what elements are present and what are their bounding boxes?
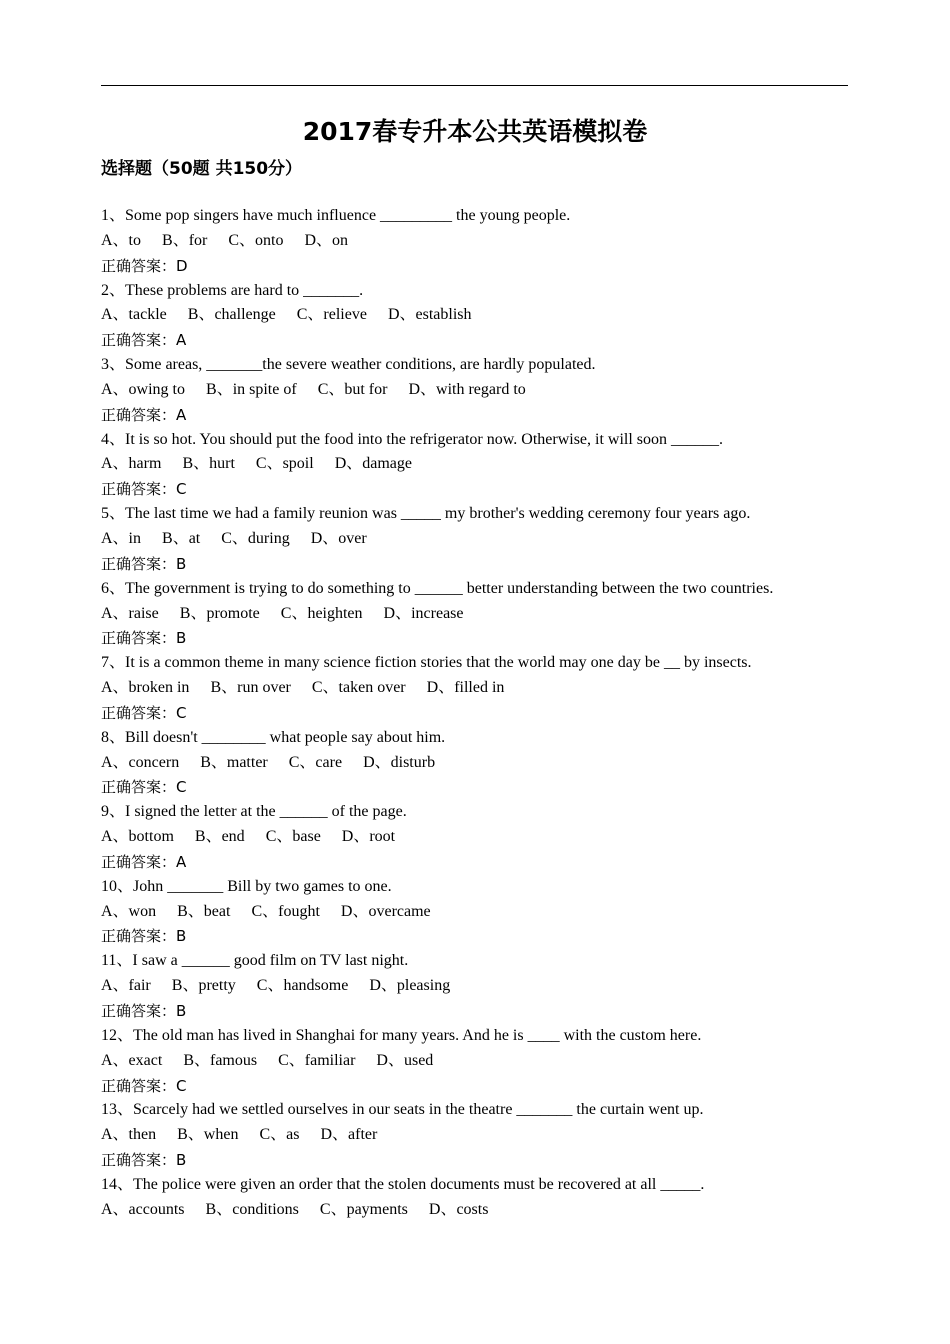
correct-answer: 正确答案：A — [101, 331, 187, 350]
question-options — [101, 452, 861, 477]
option-c: C、relieve — [296, 306, 367, 324]
option-d: D、increase — [383, 604, 464, 622]
option-a: A、concern — [101, 753, 180, 771]
option-d: D、over — [310, 529, 367, 547]
question-stem: 1、Some pop singers have much influence _________ the young people. — [101, 207, 571, 224]
question-stem: 4、It is so hot. You should put the food into the refrigerator now. Otherwise, it will soon ______. — [101, 430, 724, 448]
option-b: B、end — [194, 828, 245, 846]
correct-answer: 正确答案：B — [101, 629, 187, 648]
option-d: D、overcame — [340, 902, 431, 920]
correct-answer: 正确答案：C — [101, 1076, 187, 1095]
question-options — [101, 378, 861, 403]
question-options — [101, 1198, 861, 1223]
question-stem: 11、I saw a ______ good film on TV last night. — [101, 952, 409, 970]
option-a: A、tackle — [101, 306, 167, 324]
question-options — [101, 676, 861, 701]
option-b: B、promote — [179, 604, 260, 622]
option-d: D、establish — [387, 306, 472, 324]
option-b: B、hurt — [182, 455, 235, 473]
question-options — [101, 1123, 861, 1148]
question-options — [101, 751, 861, 776]
option-c: C、familiar — [278, 1051, 356, 1069]
header-rule — [101, 85, 848, 86]
question-stem: 8、Bill doesn't ________ what people say about him. — [101, 728, 446, 746]
option-d: D、disturb — [363, 753, 436, 771]
correct-answer: 正确答案：B — [101, 927, 187, 946]
question-options — [101, 900, 861, 925]
option-c: C、care — [288, 753, 343, 771]
correct-answer: 正确答案：C — [101, 480, 187, 499]
option-c: C、onto — [228, 231, 284, 249]
option-c: C、but for — [317, 380, 388, 398]
option-c: C、taken over — [311, 679, 406, 697]
option-b: B、famous — [183, 1051, 258, 1069]
option-c: C、spoil — [255, 455, 314, 473]
correct-answer: 正确答案：A — [101, 852, 187, 871]
option-b: B、challenge — [187, 306, 276, 324]
question-options — [101, 974, 861, 999]
question-stem: 12、The old man has lived in Shanghai for many years. And he is ____ with the custom here. — [101, 1026, 702, 1044]
option-b: B、beat — [177, 902, 231, 920]
option-d: D、damage — [334, 455, 412, 473]
option-c: C、during — [221, 529, 290, 547]
question-options — [101, 303, 861, 328]
option-b: B、when — [177, 1126, 239, 1144]
question-stem: 14、The police were given an order that the stolen documents must be recovered at all _____. — [101, 1175, 705, 1193]
option-a: A、exact — [101, 1051, 163, 1069]
question-stem: 3、Some areas, _______the severe weather conditions, are hardly populated. — [101, 356, 596, 374]
option-a: A、harm — [101, 455, 162, 473]
option-b: B、matter — [200, 753, 268, 771]
option-a: A、broken in — [101, 679, 190, 697]
option-a: A、owing to — [101, 380, 186, 398]
option-d: D、used — [376, 1051, 434, 1069]
option-d: D、costs — [428, 1200, 489, 1218]
option-a: A、then — [101, 1126, 157, 1144]
correct-answer: 正确答案：A — [101, 405, 187, 424]
page-title: 2017春专升本公共英语模拟卷 — [302, 117, 648, 146]
question-stem: 7、It is a common theme in many science fiction stories that the world may one day be __ by insects. — [101, 654, 752, 672]
option-b: B、in spite of — [206, 380, 297, 398]
option-d: D、on — [304, 231, 349, 249]
question-stem: 5、The last time we had a family reunion was _____ my brother's wedding ceremony four years ago. — [101, 505, 751, 523]
option-b: B、conditions — [205, 1200, 299, 1218]
correct-answer: 正确答案：B — [101, 1151, 187, 1170]
option-c: C、as — [259, 1126, 300, 1144]
correct-answer: 正确答案：C — [101, 778, 187, 797]
option-b: B、pretty — [171, 977, 236, 995]
question-options — [101, 602, 861, 627]
option-b: B、for — [162, 231, 208, 249]
option-c: C、heighten — [280, 604, 363, 622]
option-a: A、bottom — [101, 828, 174, 846]
correct-answer: 正确答案：B — [101, 554, 187, 573]
option-d: D、filled in — [426, 679, 505, 697]
option-c: C、payments — [319, 1200, 408, 1218]
question-options — [101, 825, 861, 850]
option-a: A、accounts — [101, 1200, 185, 1218]
option-b: B、run over — [210, 679, 291, 697]
option-d: D、root — [341, 828, 396, 846]
option-d: D、with regard to — [408, 380, 526, 398]
option-a: A、to — [101, 231, 142, 249]
option-c: C、handsome — [256, 977, 349, 995]
question-list — [101, 204, 861, 1223]
option-c: C、base — [265, 828, 321, 846]
question-stem: 6、The government is trying to do something to ______ better understanding between the two countries. — [101, 579, 774, 597]
question-stem: 13、Scarcely had we settled ourselves in our seats in the theatre _______ the curtain went up. — [101, 1101, 704, 1119]
option-b: B、at — [162, 529, 201, 547]
question-stem: 10、John _______ Bill by two games to one. — [101, 877, 392, 895]
section-heading: 选择题（50题 共150分） — [101, 159, 303, 179]
option-c: C、fought — [251, 902, 320, 920]
option-a: A、raise — [101, 604, 159, 622]
option-a: A、in — [101, 529, 142, 547]
question-options — [101, 1049, 861, 1074]
correct-answer: 正确答案：C — [101, 703, 187, 722]
question-stem: 2、These problems are hard to _______. — [101, 281, 364, 299]
correct-answer: 正确答案：B — [101, 1002, 187, 1020]
question-options — [101, 229, 861, 254]
option-d: D、after — [320, 1126, 378, 1144]
question-options — [101, 527, 861, 552]
option-a: A、won — [101, 902, 157, 920]
option-d: D、pleasing — [369, 977, 451, 995]
option-a: A、fair — [101, 977, 151, 995]
correct-answer: 正确答案：D — [101, 256, 188, 275]
question-stem: 9、I signed the letter at the ______ of the page. — [101, 803, 407, 821]
